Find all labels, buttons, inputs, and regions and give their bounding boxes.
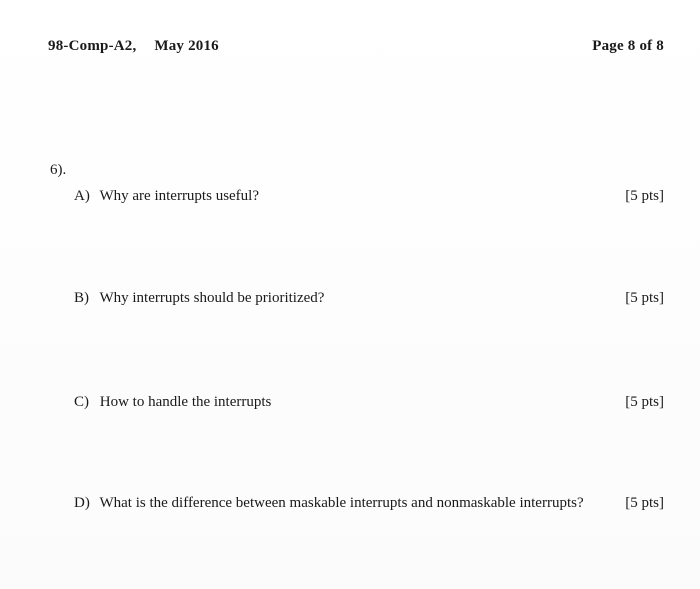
question-part-d <box>74 495 584 512</box>
question-part-a <box>74 188 259 205</box>
question-part-b <box>74 290 324 307</box>
part-letter: A) <box>74 188 90 204</box>
part-text: What is the difference between maskable interrupts and nonmaskable interrupts? <box>99 495 584 511</box>
exam-header-left <box>48 38 219 55</box>
points-part-b: [5 pts] <box>625 290 664 306</box>
points-part-a: [5 pts] <box>625 188 664 204</box>
page-number: Page 8 of 8 <box>592 38 664 54</box>
points-part-d: [5 pts] <box>625 495 664 511</box>
part-text: Why are interrupts useful? <box>99 188 260 204</box>
exam-date: May 2016 <box>154 38 219 54</box>
part-text: How to handle the interrupts <box>99 394 272 410</box>
part-letter: C) <box>74 394 89 410</box>
points-part-c: [5 pts] <box>625 394 664 410</box>
question-part-c <box>74 394 271 411</box>
part-text: Why interrupts should be prioritized? <box>99 290 325 306</box>
question-number: 6). <box>50 162 67 178</box>
part-letter: D) <box>74 495 90 511</box>
course-code: 98-Comp-A2, <box>48 38 137 54</box>
part-letter: B) <box>74 290 89 306</box>
